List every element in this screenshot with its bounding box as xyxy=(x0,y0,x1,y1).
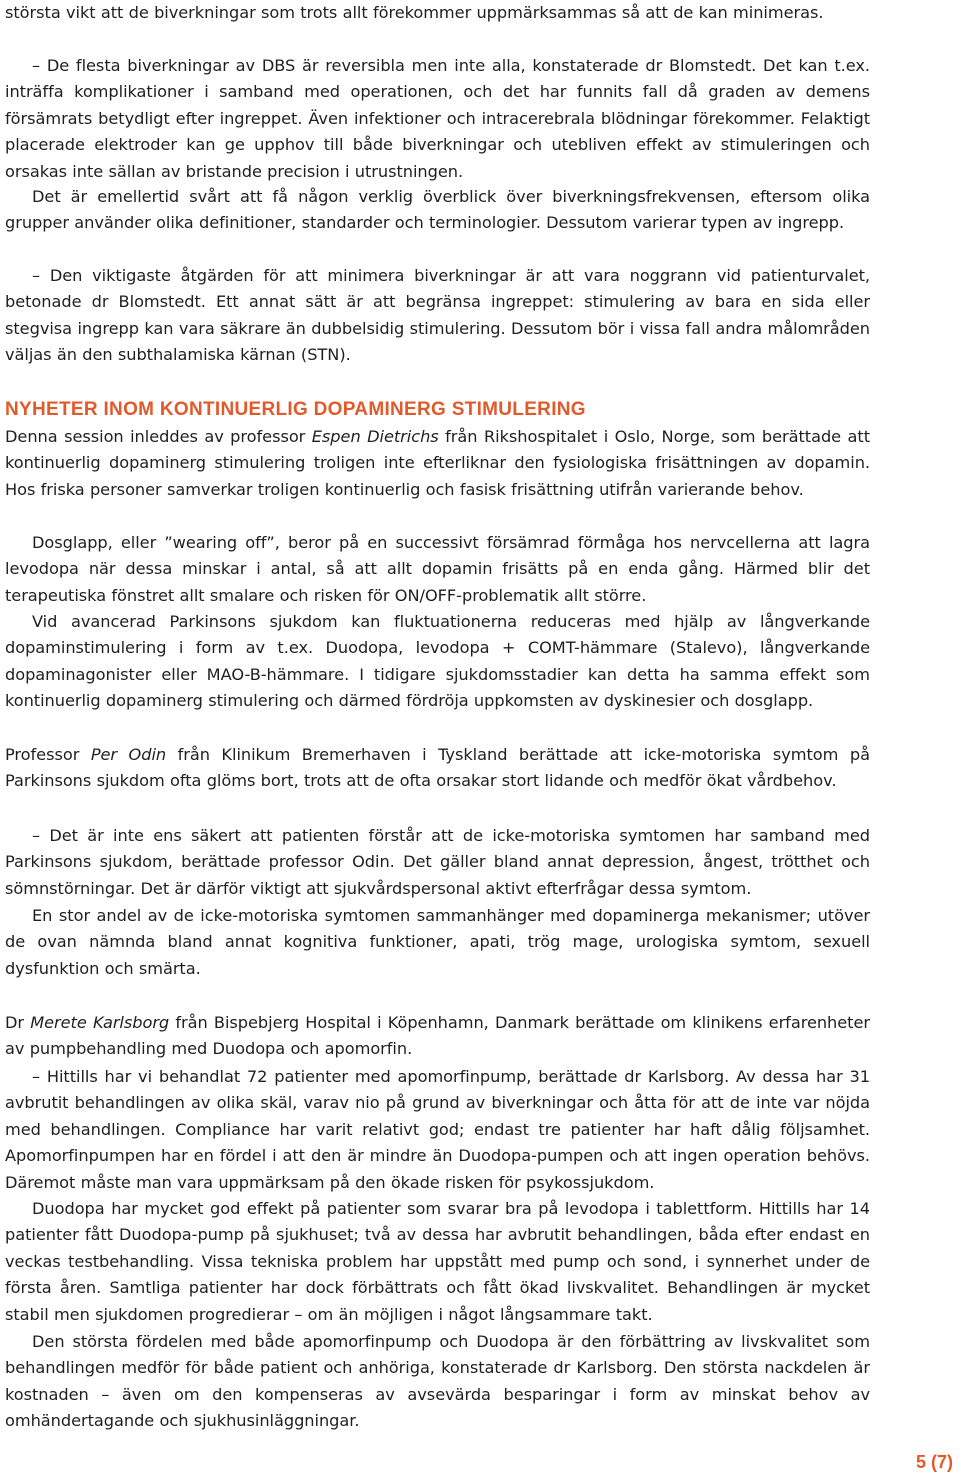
paragraph: – Det är inte ens säkert att patienten förstår att de icke-motoriska symtomen har samband med Parkinsons sjukdom, berättade professor Odin. Det gäller bland annat depression, ångest, trötthet och sömnstörningar. Det är därför viktigt att sjukvårdspersonal aktivt efterfrågar dessa symtom. xyxy=(5,826,870,898)
page-number: 5 (7) xyxy=(915,1452,953,1472)
paragraph: Den största fördelen med både apomorfinpump och Duodopa är den förbättring av livskvalitet som behandlingen medför för både patient och anhöriga, konstaterade dr Karlsborg. Den största nackdelen är kostnaden – även om den kompenseras av avsevärda besparingar i form av minskat behov av omhändertagande och sjukhusinläggningar. xyxy=(5,1332,870,1431)
paragraph: Dr Merete Karlsborg från Bispebjerg Hospital i Köpenhamn, Danmark berättade om klinikens erfarenheter av pumpbehandling med Duodopa och apomorfin. xyxy=(5,1013,870,1059)
paragraph: Denna session inleddes av professor Espen Dietrichs från Rikshospitalet i Oslo, Norge, som berättade att kontinuerlig dopaminerg stimulering troligen inte efterliknar den fysiologiska frisättningen av dopamin. Hos friska personer samverkar troligen kontinuerlig och fasisk frisättning utifrån varierande behov. xyxy=(5,427,870,499)
paragraph: En stor andel av de icke-motoriska symtomen sammanhänger med dopaminerga mekanismer; utöver de ovan nämnda bland annat kognitiva funktioner, apati, trög mage, urologiska symtom, sexuell dysfunktion och smärta. xyxy=(5,906,870,978)
paragraph: Vid avancerad Parkinsons sjukdom kan fluktuationerna reduceras med hjälp av långverkande dopaminstimulering i form av t.ex. Duodopa, levodopa + COMT-hämmare (Stalevo), långverkande dopaminagonister eller MAO-B-hämmare. I tidigare sjukdomsstadier kan detta ha samma effekt som kontinuerlig dopaminerg stimulering och därmed fördröja uppkomsten av dyskinesier och dosglapp. xyxy=(5,612,870,711)
person-name: Espen Dietrichs xyxy=(311,427,439,446)
paragraph: största vikt att de biverkningar som trots allt förekommer uppmärksammas så att de kan minimeras. xyxy=(5,3,824,22)
paragraph: – Hittills har vi behandlat 72 patienter med apomorfinpump, berättade dr Karlsborg. Av dessa har 31 avbrutit behandlingen av olika skäl, varav nio på grund av biverkningar och åtta för att de inte var nöjda med behandlingen. Compliance har varit relativt god; endast tre patienter har haft dålig följsamhet. Apomorfinpumpen har en fördel i att den är mindre än Duodopa-pumpen och att ingen operation behövs. Däremot måste man vara uppmärksam på den ökade risken för psykossjukdom. xyxy=(5,1067,870,1192)
paragraph: – Den viktigaste åtgärden för att minimera biverkningar är att vara noggrann vid patienturvalet, betonade dr Blomstedt. Ett annat sätt är att begränsa ingreppet: stimulering av bara en sida eller stegvisa ingrepp kan vara säkrare än dubbelsidig stimulering. Dessutom bör i vissa fall andra målområden väljas än den subthalamiska kärnan (STN). xyxy=(5,266,870,365)
section-heading: NYHETER INOM KONTINUERLIG DOPAMINERG STIMULERING xyxy=(5,399,586,420)
paragraph: Det är emellertid svårt att få någon verklig överblick över biverkningsfrekvensen, eftersom olika grupper använder olika definitioner, standarder och terminologier. Dessutom varierar typen av ingrepp. xyxy=(5,187,870,233)
paragraph: Professor Per Odin från Klinikum Bremerhaven i Tyskland berättade att icke-motoriska symtom på Parkinsons sjukdom ofta glöms bort, trots att de ofta orsakar stort lidande och medför ökat vårdbehov. xyxy=(5,745,870,791)
paragraph: Duodopa har mycket god effekt på patienter som svarar bra på levodopa i tablettform. Hittills har 14 patienter fått Duodopa-pump på sjukhuset; två av dessa har avbrutit behandlingen, båda efter endast en veckas testbehandling. Vissa tekniska problem har uppstått med pump och sond, i synnerhet under de första åren. Samtliga patienter har dock förbättrats och fått ökad livskvalitet. Behandlingen är mycket stabil men sjukdomen progredierar – om än möjligen i något långsammare takt. xyxy=(5,1199,870,1324)
paragraph: – De flesta biverkningar av DBS är reversibla men inte alla, konstaterade dr Blomstedt. Det kan t.ex. inträffa komplikationer i samband med operationen, och det har funnits fall då graden av demens försämrats betydligt efter ingreppet. Även infektioner och intracerebrala blödningar förekommer. Felaktigt placerade elektroder kan ge upphov till både biverkningar och utebliven effekt av stimuleringen och orsakas inte sällan av bristande precision i utrustningen. xyxy=(5,56,870,181)
person-name: Merete Karlsborg xyxy=(30,1013,170,1032)
paragraph: Dosglapp, eller ”wearing off”, beror på en successivt försämrad förmåga hos nervcellerna att lagra levodopa när dessa minskar i antal, så att allt dopamin frisätts på en enda gång. Härmed blir det terapeutiska fönstret allt smalare och risken för ON/OFF-problematik allt större. xyxy=(5,533,870,605)
person-name: Per Odin xyxy=(90,745,167,764)
